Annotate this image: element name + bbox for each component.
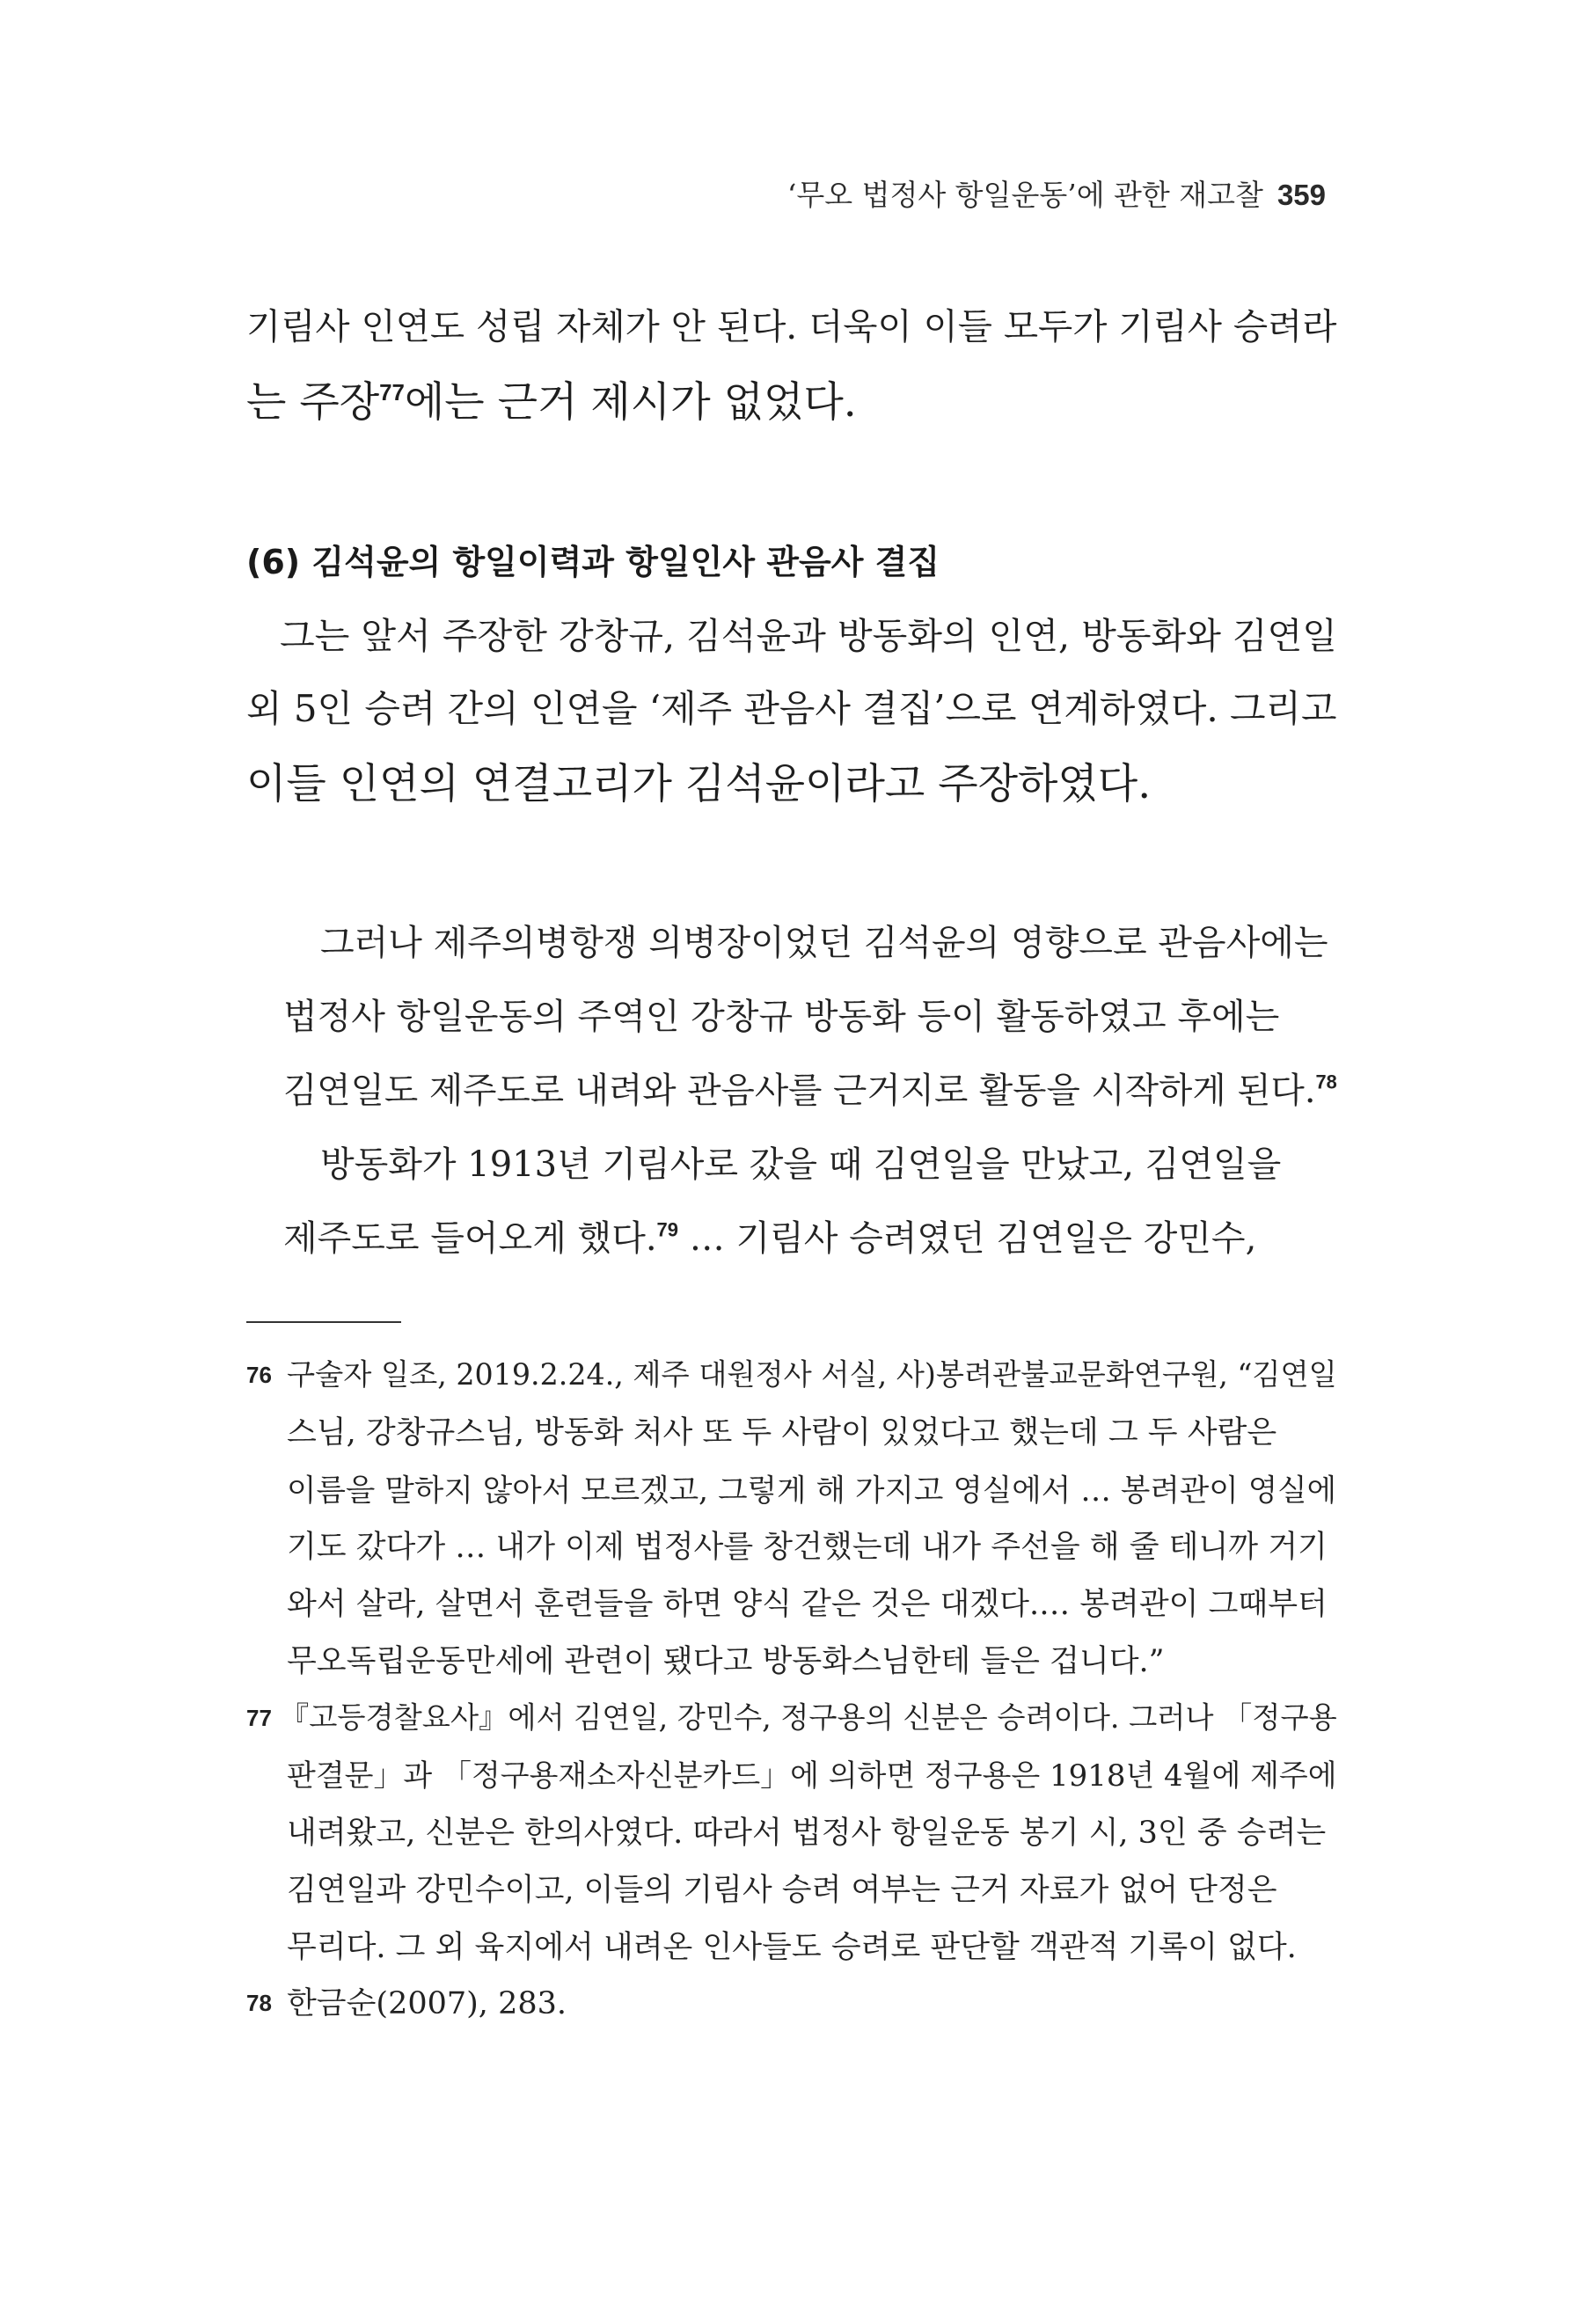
- section-para-line-2: 외 5인 승려 간의 인연을 ‘제주 관음사 결집’으로 연계하였다. 그리고: [246, 687, 1337, 730]
- footnote-number-78: 78: [246, 1990, 272, 2016]
- footnote-ref-78: 78: [1315, 1071, 1337, 1093]
- footnote-ref-77: 77: [379, 380, 405, 406]
- footnote-number-76: 76: [246, 1362, 272, 1388]
- footnote-77-line-3: 내려왔고, 신분은 한의사였다. 따라서 법정사 항일운동 봉기 시, 3인 중 승려는: [287, 1816, 1327, 1851]
- quote-line-3-text: 김연일도 제주도로 내려와 관음사를 근거지로 활동을 시작하게 된다.: [283, 1071, 1316, 1111]
- intro-line-2: [246, 369, 857, 428]
- footnote-77-line-5: 무리다. 그 외 육지에서 내려온 인사들도 승려로 판단할 객관적 기록이 없다.: [287, 1930, 1297, 1965]
- footnote-ref-79: 79: [656, 1218, 679, 1241]
- running-header: [0, 172, 1326, 214]
- footnote-76-line-6: 무오독립운동만세에 관련이 됐다고 방동화스님한테 들은 겁니다.”: [287, 1644, 1165, 1679]
- footnote-76-line-2: 스님, 강창규스님, 방동화 처사 또 두 사람이 있었다고 했는데 그 두 사람은: [287, 1415, 1277, 1451]
- footnote-number-77: 77: [246, 1705, 272, 1731]
- footnote-77-line-4: 김연일과 강민수이고, 이들의 기림사 승려 여부는 근거 자료가 없어 단정은: [287, 1873, 1277, 1908]
- quote-line-5-text-a: 제주도로 들어오게 했다.: [283, 1218, 657, 1259]
- intro-line-2-text-b: 에는 근거 제시가 없었다.: [404, 378, 857, 427]
- footnote-76-line-5: 와서 살라, 살면서 훈련들을 하면 양식 같은 것은 대겠다.… 봉려관이 그때부터: [287, 1587, 1328, 1622]
- section-para-line-3: 이들 인연의 연결고리가 김석윤이라고 주장하였다.: [246, 760, 1152, 808]
- quote-line-3: [283, 1063, 1337, 1113]
- footnote-separator: [246, 1321, 401, 1323]
- footnote-77-line-1: 『고등경찰요사』에서 김연일, 강민수, 정구용의 신분은 승려이다. 그러나 「정구용: [280, 1700, 1337, 1735]
- footnote-77-line-2: 판결문」과 「정구용재소자신분카드」에 의하면 정구용은 1918년 4월에 제주에: [287, 1758, 1337, 1794]
- quote-line-4: 방동화가 1913년 기림사로 갔을 때 김연일을 만났고, 김연일을: [320, 1144, 1282, 1185]
- section-para-line-1: 그는 앞서 주장한 강창규, 김석윤과 방동화의 인연, 방동화와 김연일: [280, 615, 1337, 657]
- footnote-76-line-1: 구술자 일조, 2019.2.24., 제주 대원정사 서실, 사)봉려관불교문화연구원, “김연일: [287, 1357, 1337, 1392]
- footnote-78-line-1: 한금순(2007), 283.: [287, 1986, 567, 2021]
- page-number: 359: [1276, 179, 1326, 211]
- intro-line-2-text-a: 는 주장: [246, 378, 380, 427]
- intro-line-1: 기림사 인연도 성립 자체가 안 된다. 더욱이 이들 모두가 기림사 승려라: [246, 305, 1337, 347]
- footnote-76-line-3: 이름을 말하지 않아서 모르겠고, 그렇게 해 가지고 영실에서 … 봉려관이 영실에: [287, 1473, 1337, 1509]
- quote-line-5: [283, 1210, 1256, 1261]
- quote-line-5-text-b: … 기림사 승려였던 김연일은 강민수,: [678, 1218, 1257, 1259]
- quote-line-2: 법정사 항일운동의 주역인 강창규 방동화 등이 활동하였고 후에는: [283, 997, 1280, 1037]
- running-title: ‘무오 법정사 항일운동’에 관한 재고찰: [786, 178, 1263, 212]
- quote-line-1: 그러나 제주의병항쟁 의병장이었던 김석윤의 영향으로 관음사에는: [320, 923, 1328, 963]
- footnote-76-line-4: 기도 갔다가 … 내가 이제 법정사를 창건했는데 내가 주선을 해 줄 테니까 거기: [287, 1530, 1328, 1565]
- section-heading: (6) 김석윤의 항일이력과 항일인사 관음사 결집: [246, 543, 940, 581]
